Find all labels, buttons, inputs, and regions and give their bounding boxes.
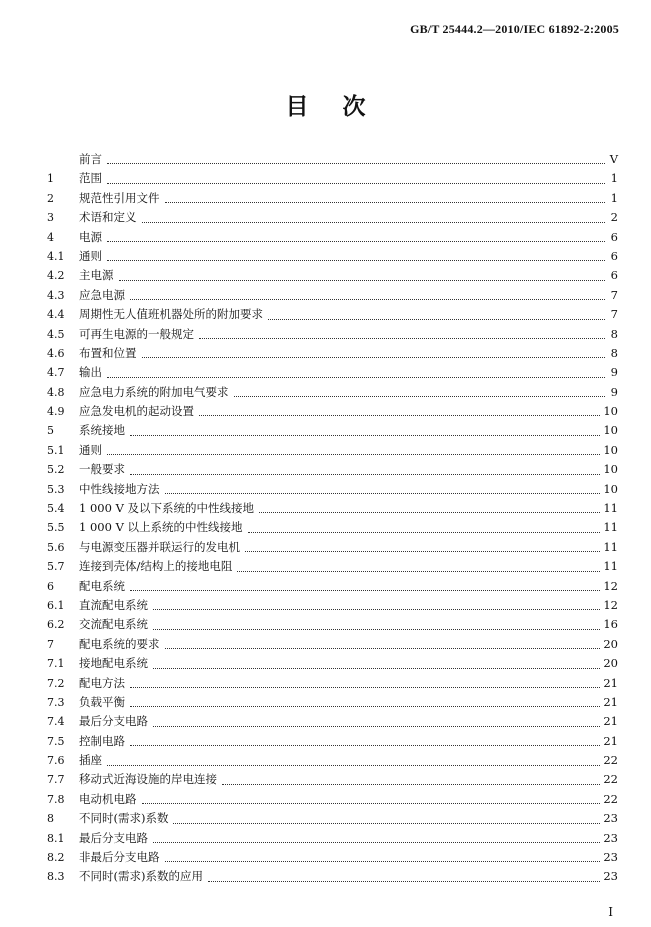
- toc-entry[interactable]: [47, 693, 618, 712]
- toc-entry[interactable]: [47, 480, 618, 499]
- toc-entry[interactable]: [47, 829, 618, 848]
- toc-section-title: 不同时(需求)系数: [79, 811, 169, 826]
- toc-section-title: 最后分支电路: [79, 830, 148, 845]
- toc-page-number: 1: [610, 190, 618, 205]
- toc-page-number: 22: [603, 791, 618, 806]
- toc-entry[interactable]: [47, 325, 618, 344]
- toc-dot-leader: [268, 319, 605, 320]
- document-header: GB/T 25444.2—2010/IEC 61892-2:2005: [410, 22, 619, 36]
- toc-section-number: 7.3: [47, 695, 65, 709]
- toc-section-title: 1 000 V 及以下系统的中性线接地: [79, 501, 255, 516]
- toc-section-number: 8.3: [47, 870, 65, 884]
- toc-dot-leader: [130, 299, 605, 300]
- toc-page-number: 10: [603, 442, 618, 457]
- toc-section-number: 7.5: [47, 734, 65, 748]
- toc-page-number: 6: [610, 229, 618, 244]
- toc-page-number: 21: [603, 675, 618, 690]
- toc-section-number: 6: [47, 579, 54, 593]
- toc-dot-leader: [165, 648, 601, 649]
- toc-section-title: 配电方法: [79, 675, 125, 690]
- toc-entry[interactable]: [47, 635, 618, 654]
- toc-page-number: 8: [610, 326, 618, 341]
- toc-entry[interactable]: [47, 557, 618, 576]
- toc-section-number: 7.1: [47, 657, 65, 671]
- toc-section-title: 规范性引用文件: [79, 190, 160, 205]
- toc-section-title: 输出: [79, 365, 102, 380]
- toc-dot-leader: [199, 338, 605, 339]
- toc-dot-leader: [107, 163, 605, 164]
- toc-entry[interactable]: [47, 266, 618, 285]
- toc-dot-leader: [130, 590, 600, 591]
- toc-entry[interactable]: [47, 441, 618, 460]
- toc-section-number: 4.2: [47, 269, 65, 283]
- toc-entry[interactable]: [47, 848, 618, 867]
- toc-entry[interactable]: [47, 615, 618, 634]
- toc-section-number: 5.2: [47, 463, 65, 477]
- toc-entry[interactable]: [47, 712, 618, 731]
- toc-dot-leader: [107, 454, 600, 455]
- toc-page-number: 11: [603, 559, 618, 574]
- toc-section-title: 交流配电系统: [79, 617, 148, 632]
- toc-section-title: 应急电源: [79, 287, 125, 302]
- toc-entry[interactable]: [47, 228, 618, 247]
- toc-dot-leader: [107, 765, 600, 766]
- toc-section-number: 4.6: [47, 346, 65, 360]
- toc-section-title: 电动机电路: [79, 791, 137, 806]
- toc-page-number: 20: [603, 656, 618, 671]
- toc-entry[interactable]: [47, 771, 618, 790]
- toc-page-number: 21: [603, 733, 618, 748]
- toc-entry[interactable]: [47, 421, 618, 440]
- toc-page-number: 23: [603, 869, 618, 884]
- toc-entry[interactable]: [47, 809, 618, 828]
- toc-dot-leader: [107, 183, 605, 184]
- toc-entry[interactable]: [47, 150, 618, 169]
- toc-section-title: 应急电力系统的附加电气要求: [79, 384, 229, 399]
- toc-page-number: 10: [603, 462, 618, 477]
- toc-entry[interactable]: [47, 208, 618, 227]
- table-of-contents: [47, 150, 618, 887]
- toc-section-number: 7.2: [47, 676, 65, 690]
- toc-section-title: 电源: [79, 229, 102, 244]
- toc-dot-leader: [237, 571, 600, 572]
- toc-section-number: 5.3: [47, 482, 65, 496]
- toc-entry[interactable]: [47, 402, 618, 421]
- toc-dot-leader: [153, 629, 600, 630]
- toc-dot-leader: [234, 396, 606, 397]
- toc-dot-leader: [130, 706, 600, 707]
- toc-section-title: 术语和定义: [79, 210, 137, 225]
- toc-entry[interactable]: [47, 867, 618, 886]
- toc-section-title: 1 000 V 以上系统的中性线接地: [79, 520, 243, 535]
- toc-page-number: 6: [610, 268, 618, 283]
- toc-dot-leader: [142, 357, 606, 358]
- toc-section-number: 5.4: [47, 502, 65, 516]
- toc-page-number: 10: [603, 481, 618, 496]
- toc-dot-leader: [165, 202, 606, 203]
- toc-dot-leader: [130, 745, 600, 746]
- toc-section-number: 8: [47, 812, 54, 826]
- toc-section-title: 主电源: [79, 268, 114, 283]
- toc-dot-leader: [119, 280, 606, 281]
- toc-section-number: 7.6: [47, 754, 65, 768]
- toc-section-title: 系统接地: [79, 423, 125, 438]
- toc-entry[interactable]: [47, 538, 618, 557]
- toc-page-number: 12: [603, 578, 618, 593]
- toc-entry[interactable]: [47, 577, 618, 596]
- toc-section-title: 中性线接地方法: [79, 481, 160, 496]
- toc-section-title: 直流配电系统: [79, 597, 148, 612]
- toc-entry[interactable]: [47, 169, 618, 188]
- toc-page-number: 9: [610, 384, 618, 399]
- toc-section-number: 7.8: [47, 792, 65, 806]
- toc-dot-leader: [130, 474, 600, 475]
- toc-dot-leader: [130, 687, 600, 688]
- toc-entry[interactable]: [47, 344, 618, 363]
- toc-section-title: 非最后分支电路: [79, 850, 160, 865]
- toc-page-number: V: [609, 151, 618, 166]
- page-title: 目次: [285, 93, 400, 120]
- toc-section-number: 4.4: [47, 308, 65, 322]
- toc-section-title: 配电系统的要求: [79, 636, 160, 651]
- toc-dot-leader: [165, 861, 601, 862]
- toc-section-number: 4.3: [47, 288, 65, 302]
- toc-section-number: 1: [47, 172, 54, 186]
- toc-entry[interactable]: [47, 518, 618, 537]
- toc-section-number: 4.9: [47, 405, 65, 419]
- toc-section-title: 配电系统: [79, 578, 125, 593]
- toc-dot-leader: [130, 435, 600, 436]
- toc-dot-leader: [153, 609, 600, 610]
- toc-dot-leader: [248, 532, 601, 533]
- toc-page-number: 7: [610, 307, 618, 322]
- toc-section-number: 7.4: [47, 715, 65, 729]
- toc-dot-leader: [107, 241, 605, 242]
- toc-section-number: 2: [47, 191, 54, 205]
- toc-dot-leader: [173, 823, 600, 824]
- toc-section-number: 5: [47, 424, 54, 438]
- toc-dot-leader: [142, 222, 606, 223]
- toc-page-number: 16: [603, 617, 618, 632]
- toc-section-number: 4.7: [47, 366, 65, 380]
- toc-entry[interactable]: [47, 305, 618, 324]
- toc-section-number: 4: [47, 230, 54, 244]
- toc-section-title: 通则: [79, 442, 102, 457]
- toc-section-title: 插座: [79, 753, 102, 768]
- toc-section-number: 7.7: [47, 773, 65, 787]
- toc-entry[interactable]: [47, 732, 618, 751]
- toc-dot-leader: [199, 415, 600, 416]
- toc-page-number: 23: [603, 811, 618, 826]
- toc-section-number: 5.6: [47, 540, 65, 554]
- toc-page-number: 21: [603, 714, 618, 729]
- toc-dot-leader: [142, 803, 601, 804]
- toc-dot-leader: [153, 726, 600, 727]
- toc-entry[interactable]: [47, 751, 618, 770]
- toc-page-number: 10: [603, 423, 618, 438]
- toc-section-number: 5.1: [47, 443, 65, 457]
- toc-section-title: 应急发电机的起动设置: [79, 404, 194, 419]
- toc-page-number: 7: [610, 287, 618, 302]
- toc-section-number: 3: [47, 211, 54, 225]
- toc-entry[interactable]: [47, 499, 618, 518]
- toc-section-title: 通则: [79, 248, 102, 263]
- toc-dot-leader: [208, 881, 600, 882]
- toc-page-number: 11: [603, 539, 618, 554]
- toc-page-number: 11: [603, 501, 618, 516]
- toc-dot-leader: [107, 260, 605, 261]
- toc-dot-leader: [259, 512, 600, 513]
- toc-page-number: 9: [610, 365, 618, 380]
- toc-section-title: 周期性无人值班机器处所的附加要求: [79, 307, 263, 322]
- toc-section-title: 最后分支电路: [79, 714, 148, 729]
- toc-section-title: 不同时(需求)系数的应用: [79, 869, 203, 884]
- toc-section-title: 移动式近海设施的岸电连接: [79, 772, 217, 787]
- toc-entry[interactable]: [47, 654, 618, 673]
- toc-page-number: 1: [610, 171, 618, 186]
- toc-page-number: 20: [603, 636, 618, 651]
- toc-entry[interactable]: [47, 286, 618, 305]
- toc-section-number: 5.7: [47, 560, 65, 574]
- toc-section-title: 控制电路: [79, 733, 125, 748]
- toc-section-title: 一般要求: [79, 462, 125, 477]
- toc-section-number: 4.1: [47, 249, 65, 263]
- toc-entry[interactable]: [47, 674, 618, 693]
- toc-dot-leader: [107, 377, 605, 378]
- toc-dot-leader: [153, 842, 600, 843]
- toc-section-title: 连接到壳体/结构上的接地电阻: [79, 559, 233, 574]
- toc-page-number: 10: [603, 404, 618, 419]
- toc-section-number: 5.5: [47, 521, 65, 535]
- toc-dot-leader: [245, 551, 600, 552]
- toc-section-title: 范围: [79, 171, 102, 186]
- toc-section-title: 布置和位置: [79, 345, 137, 360]
- toc-page-number: 21: [603, 694, 618, 709]
- toc-section-title: 可再生电源的一般规定: [79, 326, 194, 341]
- toc-dot-leader: [165, 493, 601, 494]
- toc-section-title: 与电源变压器并联运行的发电机: [79, 539, 240, 554]
- toc-page-number: 11: [603, 520, 618, 535]
- toc-entry[interactable]: [47, 363, 618, 382]
- toc-page-number: 6: [610, 248, 618, 263]
- toc-section-number: 4.8: [47, 385, 65, 399]
- toc-entry[interactable]: [47, 790, 618, 809]
- toc-page-number: 12: [603, 597, 618, 612]
- toc-page-number: 22: [603, 772, 618, 787]
- toc-section-title: 前言: [79, 151, 102, 166]
- toc-page-number: 8: [610, 345, 618, 360]
- toc-section-number: 8.2: [47, 851, 65, 865]
- toc-section-title: 负载平衡: [79, 694, 125, 709]
- toc-entry[interactable]: [47, 460, 618, 479]
- toc-section-number: 7: [47, 637, 54, 651]
- toc-section-number: 4.5: [47, 327, 65, 341]
- toc-entry[interactable]: [47, 247, 618, 266]
- toc-page-number: 22: [603, 753, 618, 768]
- toc-dot-leader: [222, 784, 600, 785]
- toc-page-number: 2: [610, 210, 618, 225]
- toc-section-number: 6.2: [47, 618, 65, 632]
- toc-dot-leader: [153, 668, 600, 669]
- toc-entry[interactable]: [47, 596, 618, 615]
- toc-page-number: 23: [603, 850, 618, 865]
- toc-entry[interactable]: [47, 189, 618, 208]
- toc-section-title: 接地配电系统: [79, 656, 148, 671]
- footer-page-number: I: [608, 905, 613, 919]
- toc-section-number: 8.1: [47, 831, 65, 845]
- toc-page-number: 23: [603, 830, 618, 845]
- toc-section-number: 6.1: [47, 598, 65, 612]
- toc-entry[interactable]: [47, 383, 618, 402]
